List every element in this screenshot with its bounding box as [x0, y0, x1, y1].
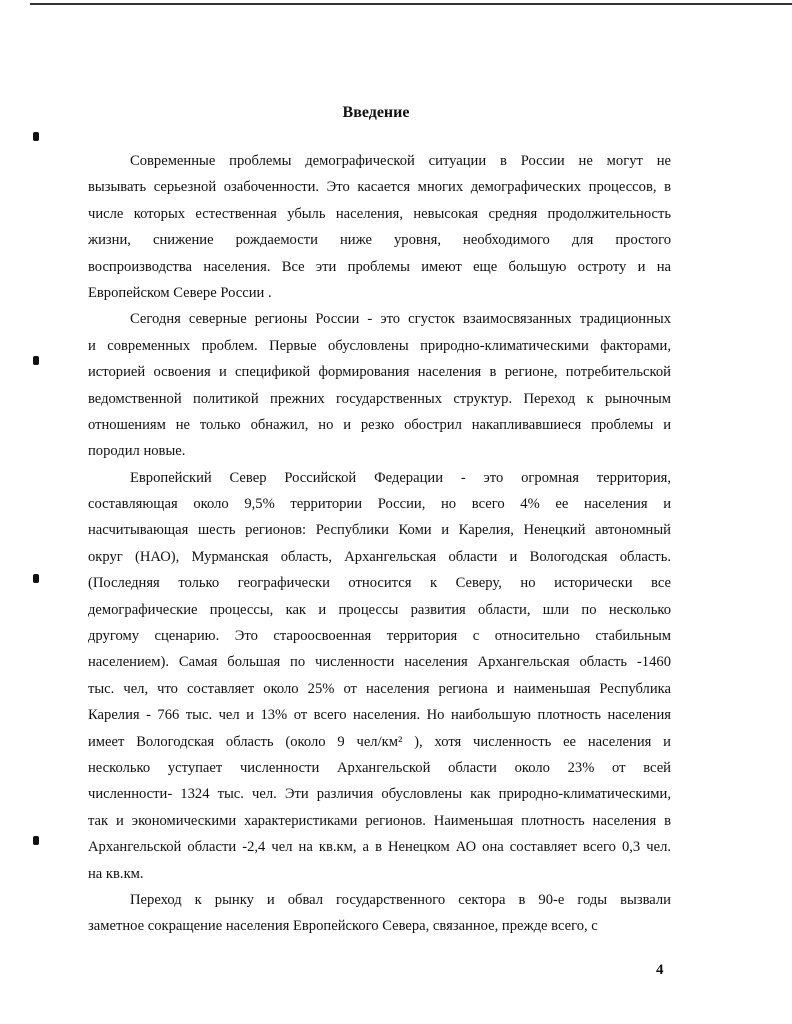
text-line: воспроизводства населения. Все эти проблемы имеют еще большую остроту и на [88, 258, 671, 275]
binding-hole-mark [33, 574, 39, 583]
text-line: Европейском Севере России . [88, 284, 272, 301]
text-line: численности- 1324 тыс. чел. Эти различия обусловлены как природно-климатическими, [88, 786, 671, 803]
text-line: Карелия - 766 тыс. чел и 13% от всего населения. Но наибольшую плотность населения [88, 707, 671, 724]
text-line: тыс. чел, что составляет около 25% от населения региона и наименьшая Республика [88, 680, 671, 697]
text-line: насчитывающая шесть регионов: Республики Коми и Карелия, Ненецкий автономный [88, 522, 671, 539]
paragraph [88, 887, 671, 940]
text-line: Современные проблемы демографической ситуации в России не могут не [130, 153, 671, 169]
text-line: другому сценарию. Это староосвоенная территория с относительно стабильным [88, 628, 671, 645]
page-title: Введение [342, 104, 410, 121]
paragraph [88, 465, 671, 887]
text-line: историей освоения и спецификой формирования населения в регионе, потребительской [88, 364, 671, 381]
text-line: демографические процессы, как и процессы развития области, шли по несколько [88, 601, 671, 618]
scan-top-edge [30, 3, 792, 5]
binding-hole-mark [33, 356, 39, 365]
text-line: жизни, снижение рождаемости ниже уровня, необходимого для простого [88, 232, 671, 249]
text-line: вызывать серьезной озабоченности. Это касается многих демографических процессов, в [88, 179, 671, 196]
paragraph [88, 306, 671, 464]
text-line: Европейский Север Российской Федерации - это огромная территория, [130, 469, 671, 486]
text-line: отношениям не только обнажил, но и резко обострил накапливавшиеся проблемы и [88, 416, 671, 433]
text-line: породил новые. [88, 443, 186, 460]
text-line: числе которых естественная убыль населения, невысокая средняя продолжительность [88, 205, 671, 222]
binding-hole-mark [33, 836, 39, 845]
text-line: заметное сокращение населения Европейского Севера, связанное, прежде всего, с [88, 918, 598, 935]
text-line: населением). Самая большая по численности населения Архангельская область -1460 [88, 654, 671, 671]
text-line: несколько уступает численности Архангельской области около 23% от всей [88, 759, 671, 776]
text-line: так и экономическими характеристиками регионов. Наименьшая плотность населения в [88, 812, 671, 829]
text-line: Архангельской области -2,4 чел на кв.км, а в Ненецком АО она составляет всего 0,3 чел. [88, 839, 671, 856]
text-line: на кв.км. [88, 865, 144, 882]
document-body [88, 148, 671, 940]
binding-hole-mark [33, 132, 39, 141]
text-line: и современных проблем. Первые обусловлены природно-климатическими факторами, [88, 337, 671, 354]
text-line: Сегодня северные регионы России - это сгусток взаимосвязанных традиционных [130, 311, 671, 328]
text-line: (Последняя только географически относится к Северу, но исторически все [88, 575, 671, 592]
text-line: Переход к рынку и обвал государственного сектора в 90-е годы вызвали [130, 891, 671, 908]
text-line: имеет Вологодская область (около 9 чел/км² ), хотя численность ее населения и [88, 733, 671, 750]
paragraph [88, 148, 671, 306]
text-line: ведомственной политикой прежних государственных структур. Переход к рыночным [88, 390, 671, 407]
page-number: 4 [656, 962, 664, 978]
text-line: составляющая около 9,5% территории России, но всего 4% ее населения и [88, 496, 671, 513]
text-line: округ (НАО), Мурманская область, Архангельская области и Вологодская область. [88, 548, 671, 565]
